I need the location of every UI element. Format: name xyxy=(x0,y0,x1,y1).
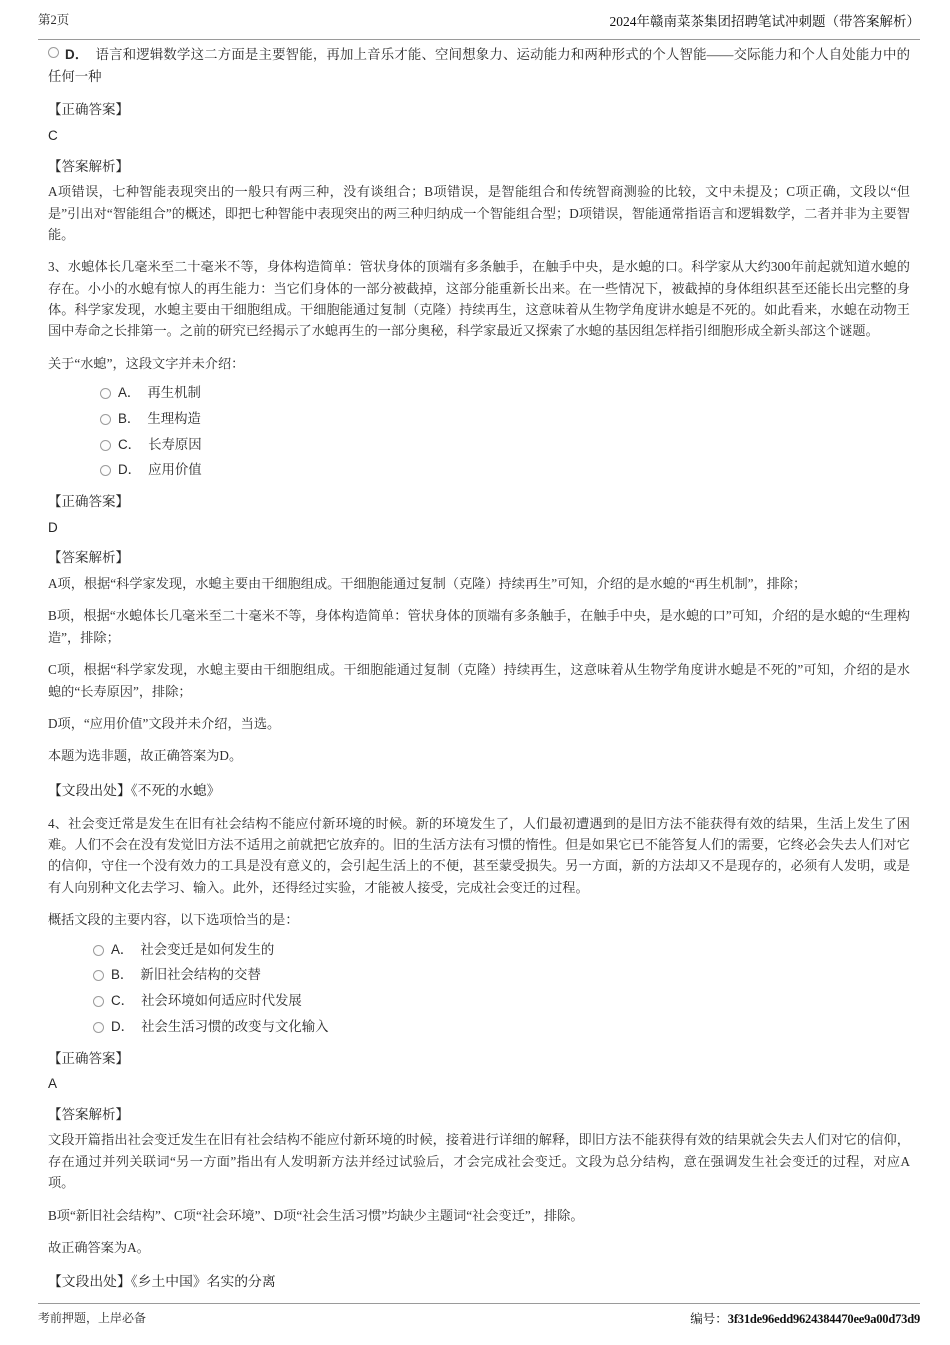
answer-analysis-text-q2: A项错误，七种智能表现突出的一般只有两三种，没有谈组合；B项错误，是智能组合和传统智商测验的比较，文中未提及；C项正确，文段以“但是”引出对“智能组合”的概述，即把七种智能中表现突出的两三种归纳成一个智能组合型；D项错误，智能通常指语言和逻辑数学，二者并非为主要智能。 xyxy=(48,184,910,242)
page-header xyxy=(38,10,920,40)
correct-answer-value-q4: A xyxy=(48,1076,58,1092)
option-letter: C． xyxy=(111,993,135,1009)
question3-analysis-a: A项，根据“科学家发现，水螅主要由干细胞组成。干细胞能通过复制（克隆）持续再生”可知，介绍的是水螅的“再生机制”，排除； xyxy=(48,576,807,592)
option-letter: B． xyxy=(111,967,134,983)
question4-passage: 4、社会变迁常是发生在旧有社会结构不能应付新环境的时候。新的环境发生了，人们最初遭遇到的是旧方法不能获得有效的结果，生活上发生了困难。人们不会在没有发觉旧方法不适用之前就把它放弃的。旧的生活方法有习惯的惰性。但是如果它已不能答复人们的需要，它终必会失去人们对它的信仰，守住一个没有效力的工具是没有意义的，会引起生活上的不便，甚至蒙受损失。另一方面，新的方法却又不是现存的，必须有人发明，或是有人向别种文化去学习、输入。此外，还得经过实验，才能被人接受，完成社会变迁的过程。 xyxy=(48,815,910,895)
question4-option-a[interactable] xyxy=(93,940,910,961)
option-text: 语言和逻辑数学这二方面是主要智能，再加上音乐才能、空间想象力、运动能力和两种形式的个人智能——交际能力和个人自处能力中的任何一种 xyxy=(48,47,911,84)
option-text: 长寿原因 xyxy=(148,436,202,452)
correct-answer-value-q3: D xyxy=(48,519,58,535)
passage-source-value: 《不死的水螅》 xyxy=(130,782,221,798)
correct-answer-label-q2: 【正确答案】 xyxy=(48,102,129,118)
option-text: 新旧社会结构的交替 xyxy=(140,967,261,983)
question3-option-b[interactable] xyxy=(100,409,910,430)
option-letter: B． xyxy=(118,410,141,426)
question3-analysis-conclusion: 本题为选非题，故正确答案为D。 xyxy=(48,748,243,764)
option-text: 再生机制 xyxy=(147,385,201,401)
passage-source-label: 【文段出处】 xyxy=(48,782,131,798)
question4-analysis-main: 文段开篇指出社会变迁发生在旧有社会结构不能应付新环境的时候，接着进行详细的解释，即旧方法不能获得有效的结果就会失去人们对它的信仰，存在通过并列关联词“另一方面”指出有人发明新方法并经过试验后，才会完成社会变迁。文段为总分结构，意在强调发生社会变迁的过程，对应A项。 xyxy=(48,1132,910,1191)
question3-option-d[interactable] xyxy=(100,460,910,481)
answer-analysis-label-q3: 【答案解析】 xyxy=(48,550,129,566)
passage-source-label: 【文段出处】 xyxy=(48,1274,131,1290)
option-letter: A． xyxy=(118,385,141,401)
footer-code xyxy=(690,1309,920,1327)
option-letter: D． xyxy=(118,462,142,478)
option-letter: D． xyxy=(111,1018,135,1034)
question3-analysis-d: D项，“应用价值”文段并未介绍，当选。 xyxy=(48,715,281,731)
question4-options xyxy=(93,940,910,1038)
option-text: 社会变迁是如何发生的 xyxy=(140,941,275,957)
question3-option-c[interactable] xyxy=(100,435,910,456)
radio-icon[interactable] xyxy=(100,465,111,476)
radio-icon[interactable] xyxy=(93,945,104,956)
page-number-label: 第2页 xyxy=(38,13,70,27)
answer-analysis-label-q4: 【答案解析】 xyxy=(48,1106,129,1122)
question2-option-d[interactable] xyxy=(48,42,910,87)
question3-passage: 3、水螅体长几毫米至二十毫米不等，身体构造简单：管状身体的顶端有多条触手，在触手中央，是水螅的口。科学家从大约300年前起就知道水螅的存在。小小的水螅有惊人的再生能力：当它们身体的一部分被截掉，这部分能重新长出来。在一些情况下，被截掉的身体组织甚至还能长出完整的身体。科学家发现，水螅主要由干细胞组成。干细胞能通过复制（克隆）持续再生，这意味着从生物学角度讲水螅是不死的。如此看来，水螅在动物王国中寿命之长排第一。之前的研究已经揭示了水螅再生的一部分奥秘，科学家最近又探索了水螅的基因组怎样指引细胞形成全新头部这个谜题。 xyxy=(48,259,910,339)
document-content xyxy=(48,42,910,1304)
option-text: 社会生活习惯的改变与文化输入 xyxy=(141,1018,329,1034)
question3-stem: 关于“水螅”，这段文字并未介绍： xyxy=(48,355,245,371)
radio-icon[interactable] xyxy=(48,47,59,58)
radio-icon[interactable] xyxy=(93,996,104,1007)
question4-stem: 概括文段的主要内容，以下选项恰当的是： xyxy=(48,912,299,928)
footer-code-label: 编号： xyxy=(690,1312,728,1326)
question3-options xyxy=(100,383,910,481)
question4-option-c[interactable] xyxy=(93,991,910,1012)
radio-icon[interactable] xyxy=(100,388,111,399)
passage-source-value: 《乡土中国》名实的分离 xyxy=(130,1274,276,1290)
question3-analysis-b: B项，根据“水螅体长几毫米至二十毫米不等，身体构造简单：管状身体的顶端有多条触手，在触手中央，是水螅的口”可知，介绍的是水螅的“生理构造”，排除； xyxy=(48,608,910,645)
radio-icon[interactable] xyxy=(93,970,104,981)
question4-option-d[interactable] xyxy=(93,1017,910,1038)
option-text: 应用价值 xyxy=(148,462,202,478)
radio-icon[interactable] xyxy=(100,414,111,425)
option-text: 生理构造 xyxy=(147,410,201,426)
footer-code-value: 3f31de96edd9624384470ee9a00d73d9 xyxy=(727,1312,920,1326)
question3-analysis-c: C项，根据“科学家发现，水螅主要由干细胞组成。干细胞能通过复制（克隆）持续再生，这意味着从生物学角度讲水螅是不死的”可知，介绍的是水螅的“长寿原因”，排除； xyxy=(48,662,910,699)
question4-analysis-conclusion: 故正确答案为A。 xyxy=(48,1239,150,1255)
question4-option-b[interactable] xyxy=(93,965,910,986)
question4-analysis-distractors: B项“新旧社会结构”、C项“社会环境”、D项“社会生活习惯”均缺少主题词“社会变迁”，排除。 xyxy=(48,1207,584,1223)
correct-answer-label-q3: 【正确答案】 xyxy=(48,494,129,510)
option-text: 社会环境如何适应时代发展 xyxy=(141,993,302,1009)
correct-answer-label-q4: 【正确答案】 xyxy=(48,1050,129,1066)
page-footer xyxy=(38,1303,920,1327)
correct-answer-value-q2: C xyxy=(48,128,58,143)
option-letter: D． xyxy=(65,47,89,62)
radio-icon[interactable] xyxy=(100,440,111,451)
answer-analysis-label-q2: 【答案解析】 xyxy=(48,158,129,174)
question3-option-a[interactable] xyxy=(100,383,910,404)
radio-icon[interactable] xyxy=(93,1022,104,1033)
document-title: 2024年赣南菜茶集团招聘笔试冲刺题（带答案解析） xyxy=(609,14,920,29)
footer-slogan: 考前押题，上岸必备 xyxy=(38,1311,147,1325)
option-letter: C． xyxy=(118,436,142,452)
option-letter: A． xyxy=(111,941,134,957)
question3-source xyxy=(48,780,910,802)
question4-source xyxy=(48,1271,910,1293)
